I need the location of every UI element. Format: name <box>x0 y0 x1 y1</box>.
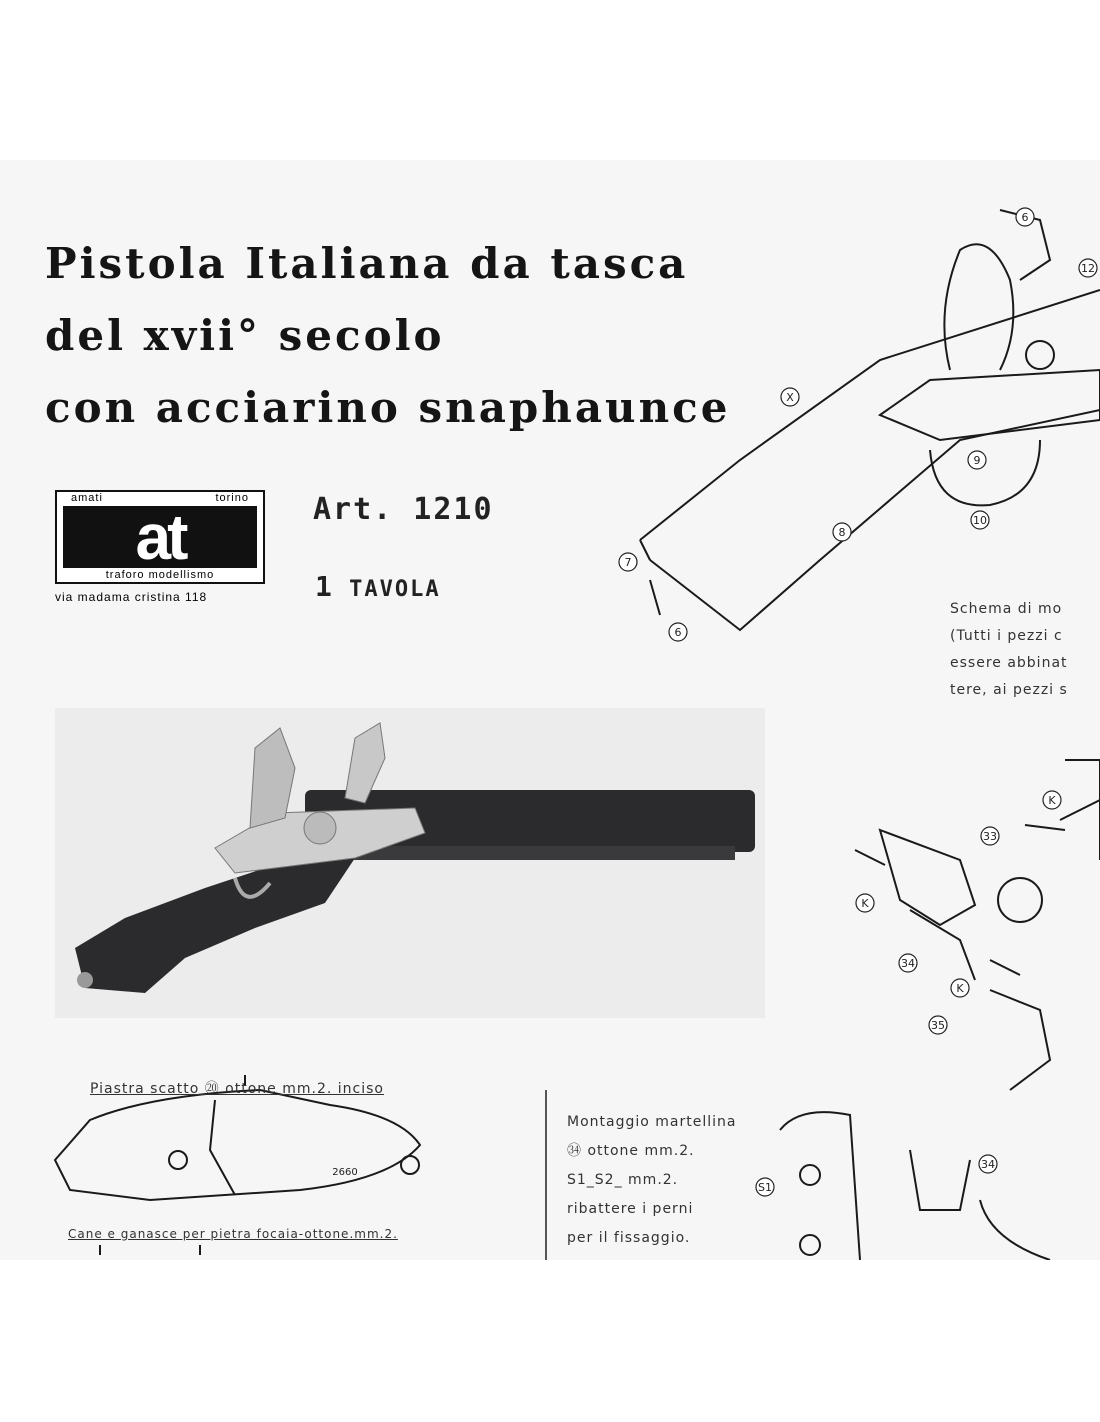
montaggio-line-2: ㉞ ottone mm.2. <box>567 1143 695 1159</box>
martellina-hole-1 <box>800 1165 820 1185</box>
montaggio-line-3: S1_S2_ mm.2. <box>567 1172 679 1188</box>
top-stock-upper-line <box>640 290 1100 540</box>
piastra-section-line <box>210 1100 235 1195</box>
martellina-hole-2 <box>800 1235 820 1255</box>
plate-engraving: 2660 <box>332 1167 358 1178</box>
label-text-12: 12 <box>1081 262 1095 275</box>
logo-letters: at <box>63 506 257 568</box>
label-text-34: 34 <box>901 957 915 970</box>
exploded-steel-part <box>1060 760 1100 860</box>
screw-1 <box>855 850 885 865</box>
section-divider <box>545 1090 547 1260</box>
label-text-6-top: 6 <box>1021 211 1029 224</box>
schema-line-2: (Tutti i pezzi c <box>950 628 1063 644</box>
top-trigger-guard <box>930 440 1040 505</box>
plates-number: 1 <box>315 570 334 603</box>
top-butt-cap-lines <box>650 580 660 615</box>
label-text-k-1: K <box>1048 794 1056 807</box>
montaggio-line-5: per il fissaggio. <box>567 1230 691 1246</box>
label-text-k-2: K <box>861 897 869 910</box>
label-text-8: 8 <box>838 526 846 539</box>
montaggio-line-4: ribattere i perni <box>567 1201 694 1217</box>
label-text-10: 10 <box>973 514 987 527</box>
exploded-part-34 <box>910 910 975 980</box>
schema-line-1: Schema di mo <box>950 601 1063 617</box>
label-text-9: 9 <box>973 454 981 467</box>
montaggio-line-1: Montaggio martellina <box>567 1114 737 1130</box>
screw-2 <box>1025 825 1065 830</box>
label-text-k-3: K <box>956 982 964 995</box>
top-lock-wheel <box>1026 341 1054 369</box>
martellina-left-piece <box>780 1112 860 1260</box>
montaggio-note <box>567 1108 736 1253</box>
label-text-34-bottom: 34 <box>981 1158 995 1171</box>
piastra-drawing <box>55 1090 420 1200</box>
piastra-note: Piastra scatto ⑳ ottone mm.2. inciso <box>90 1081 384 1097</box>
schema-line-4: tere, ai pezzi s <box>950 682 1068 698</box>
label-text-s1: S1 <box>758 1181 772 1194</box>
exploded-cock-part <box>880 830 975 925</box>
top-cock <box>944 244 1013 370</box>
schema-line-3: essere abbinat <box>950 655 1068 671</box>
logo-top-right: torino <box>215 492 249 504</box>
exploded-spring-35 <box>990 990 1050 1090</box>
top-butt-end <box>640 540 650 560</box>
piastra-screw-hole <box>401 1156 419 1174</box>
title-line-1: Pistola Italiana da tasca <box>45 239 689 288</box>
logo-bottom-line: traforo modellismo <box>105 569 215 581</box>
screw-3 <box>990 960 1020 975</box>
title-line-3: con acciarino snaphaunce <box>45 383 731 432</box>
cane-note: Cane e ganasce per pietra focaia-ottone.mm.2. <box>68 1227 398 1241</box>
title-line-2: del xvii° secolo <box>45 311 445 360</box>
martellina-right-piece <box>980 1200 1050 1260</box>
label-text-x: X <box>786 391 794 404</box>
schema-note <box>950 596 1100 704</box>
label-text-6-bottom: 6 <box>674 626 682 639</box>
logo-top-left: amati <box>71 492 103 504</box>
label-text-35: 35 <box>931 1019 945 1032</box>
top-lock-plate <box>880 370 1100 440</box>
martellina-center-piece <box>910 1150 970 1210</box>
label-text-33: 33 <box>983 830 997 843</box>
label-text-7: 7 <box>624 556 632 569</box>
piastra-hole <box>169 1151 187 1169</box>
article-code: Art. 1210 <box>313 492 494 527</box>
instruction-sheet <box>0 160 1100 1260</box>
logo-address: via madama cristina 118 <box>55 590 208 604</box>
plates-label: TAVOLA <box>349 577 441 602</box>
exploded-part-33 <box>998 878 1042 922</box>
